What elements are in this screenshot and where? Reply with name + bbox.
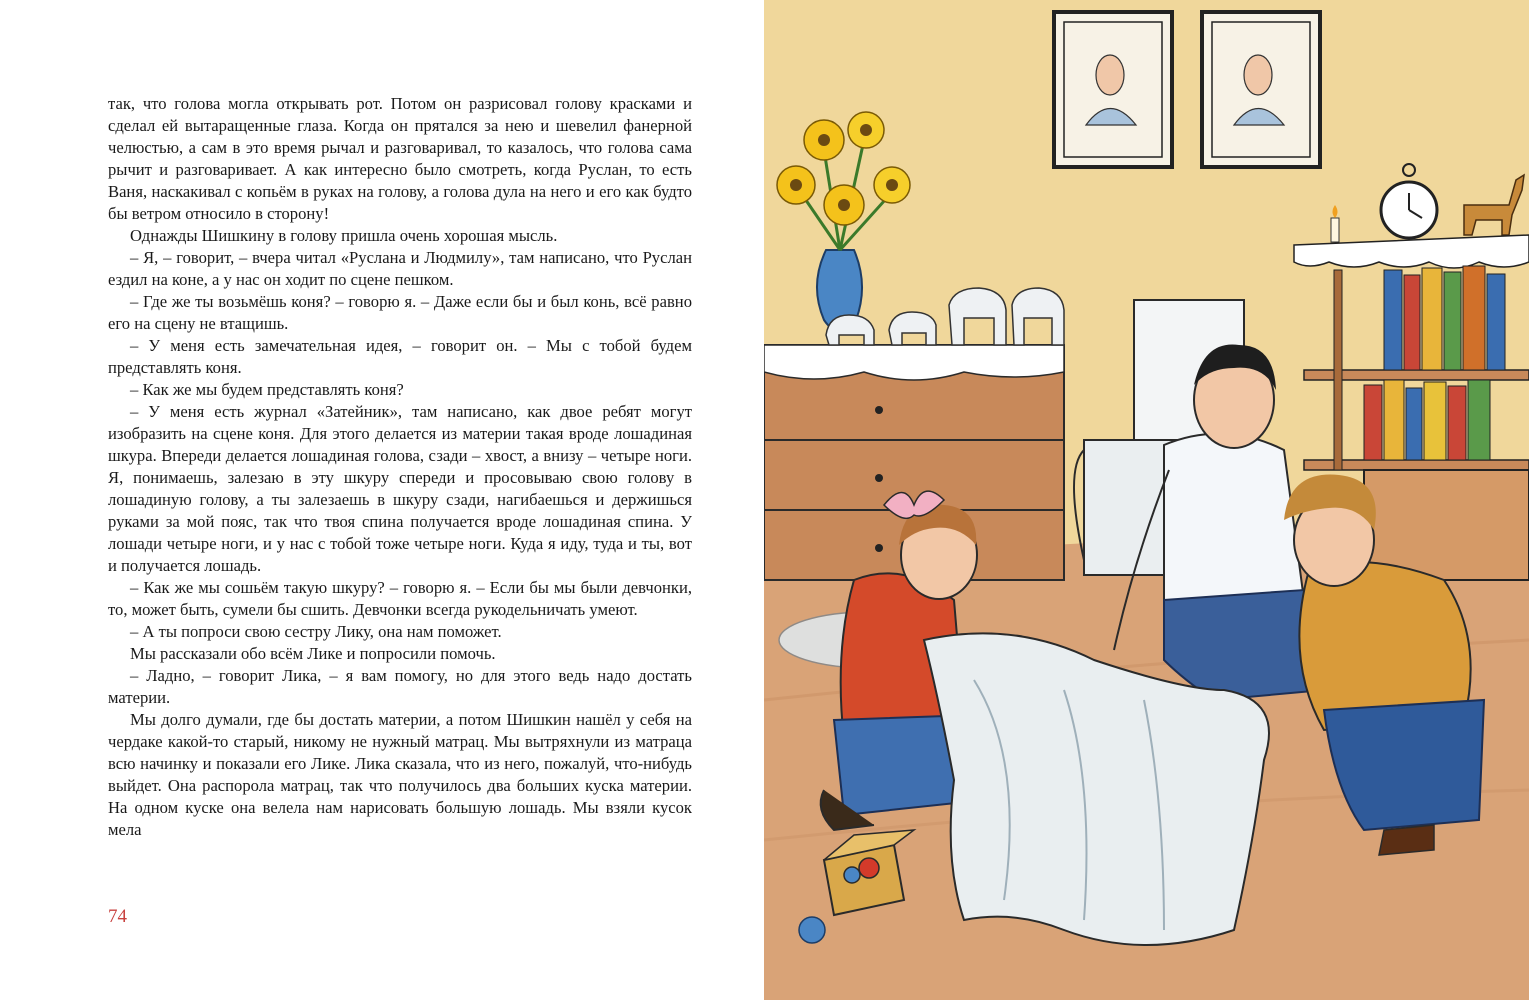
- children-with-sheet-illustration: [764, 0, 1529, 1000]
- portrait-frame-right: [1202, 12, 1320, 167]
- paragraph-7: – У меня есть журнал «Затейник», там написано, как двое ребят могут изобразить на сцене коня. Для этого делается из материи такая вроде лошадиная шкура. Впереди делается лошадиная голова, сзади – хвост, а внизу – четыре ноги. Я, понимаешь, залезаю в эту шкуру спереди и просовываю свою голову в лошадиную голову, а ты залезаешь в шкуру сзади, нагибаешься и держишься руками за мой пояс, так что твоя спина получается вроде лошадиная спина. У лошади четыре ноги, и у нас с тобой тоже четыре ноги. Куда я иду, туда и ты, вот и получается лошадь.: [108, 402, 692, 575]
- paragraph-11: – Ладно, – говорит Лика, – я вам помогу, но для этого ведь надо достать материи.: [108, 666, 692, 707]
- paragraph-8: – Как же мы сошьём такую шкуру? – говорю я. – Если бы мы были девчонки, то, может быть, сумели бы сшить. Девчонки всегда рукодельничать умеют.: [108, 578, 692, 619]
- illustration-page: [764, 0, 1529, 1000]
- portrait-frame-left: [1054, 12, 1172, 167]
- paragraph-1: так, что голова могла открывать рот. Потом он разрисовал голову красками и сделал ей вытаращенные глаза. Когда он прятался за нею и шевелил фанерной челюстью, а сам в это время рычал и разговаривал, то казалось, что голова сама рычит и разговаривает. А как интересно было смотреть, когда Руслан, то есть Ваня, наскакивал с копьём в руках на голову, а голова дула на него и его как будто бы ветром относило в сторону!: [108, 94, 692, 223]
- left-page: [0, 0, 764, 1000]
- paragraph-2: Однажды Шишкину в голову пришла очень хорошая мысль.: [130, 226, 558, 245]
- paragraph-6: – Как же мы будем представлять коня?: [130, 380, 404, 399]
- page-number: 74: [108, 906, 127, 927]
- paragraph-12: Мы долго думали, где бы достать материи, а потом Шишкин нашёл у себя на чердаке какой-то старый, никому не нужный матрац. Мы вытряхнули из матраца всю начинку и показали его Лике. Лика сказала, что из него, пожалуй, что-нибудь выйдет. Она распорола матрац, так что получилось два больших куска материи. На одном куске она велела нам нарисовать большую лошадь. Мы взяли кусок мела: [108, 710, 692, 839]
- body-text: [108, 93, 692, 841]
- paragraph-5: – У меня есть замечательная идея, – говорит он. – Мы с тобой будем представлять коня.: [108, 336, 692, 377]
- paragraph-9: – А ты попроси свою сестру Лику, она нам поможет.: [130, 622, 502, 641]
- paragraph-3: – Я, – говорит, – вчера читал «Руслана и Людмилу», там написано, что Руслан ездил на коне, а у нас он ходит по сцене пешком.: [108, 248, 692, 289]
- yarn-ball: [799, 917, 825, 943]
- paragraph-4: – Где же ты возьмёшь коня? – говорю я. – Даже если бы и был конь, всё равно его на сцену не втащишь.: [108, 292, 692, 333]
- paragraph-10: Мы рассказали обо всём Лике и попросили помочь.: [130, 644, 496, 663]
